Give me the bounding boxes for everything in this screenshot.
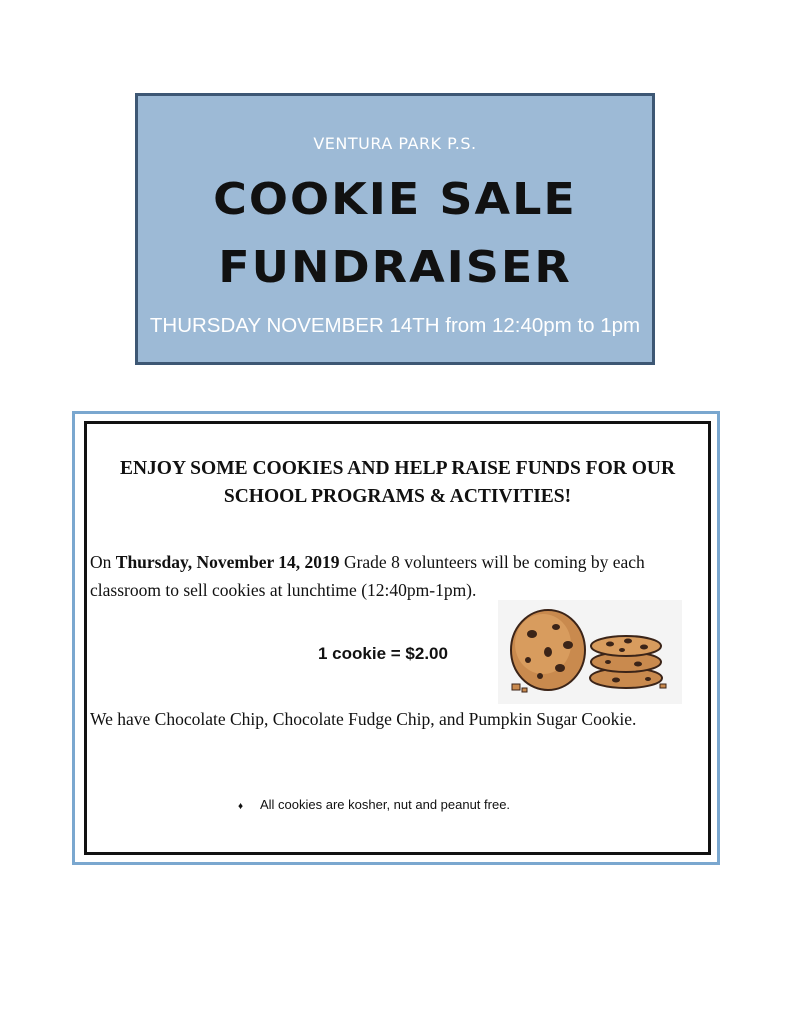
flavors-paragraph: We have Chocolate Chip, Chocolate Fudge Chip, and Pumpkin Sugar Cookie. (90, 709, 637, 729)
diamond-bullet-icon: ♦ (238, 801, 244, 812)
price-label: 1 cookie = $2.00 (318, 644, 448, 663)
intro-paragraph (90, 548, 702, 604)
allergy-note-text: All cookies are kosher, nut and peanut free. (260, 797, 511, 812)
title-line-2: FUNDRAISER (218, 241, 572, 293)
event-date: THURSDAY NOVEMBER 14TH from 12:40pm to 1pm (149, 314, 641, 337)
intro-prefix: On (90, 552, 116, 572)
cookies-illustration (498, 600, 682, 704)
school-name: VENTURA PARK P.S. (313, 134, 477, 153)
intro-date: Thursday, November 14, 2019 (115, 552, 340, 572)
header-banner (135, 93, 655, 365)
intro-rest: Grade 8 volunteers will be coming by each classroom to sell cookies at lunchtime (12:40pm-1pm). (90, 552, 645, 600)
allergy-note (238, 797, 510, 812)
cookies-icon (498, 600, 682, 704)
headline: ENJOY SOME COOKIES AND HELP RAISE FUNDS FOR OUR SCHOOL PROGRAMS & ACTIVITIES! (119, 458, 676, 507)
title-line-1: COOKIE SALE (213, 173, 577, 225)
